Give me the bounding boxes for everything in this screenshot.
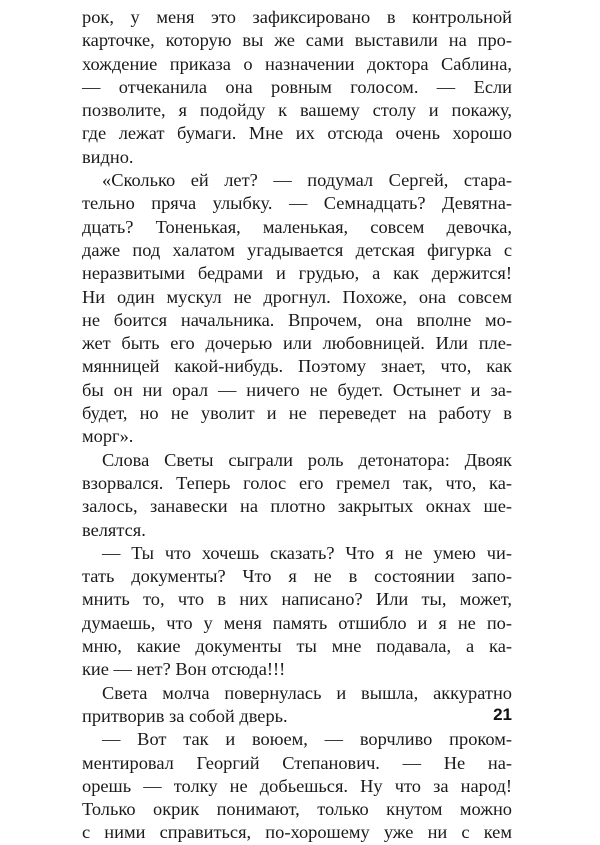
text-line: Только окрик понимают, только кнутом можно xyxy=(82,799,512,820)
text-line: тать документы? Что я не в состоянии запо- xyxy=(82,566,512,587)
text-line: думаешь, что у меня память отшибло и я не по- xyxy=(82,612,512,633)
text-line: жет быть его дочерью или любовницей. Или пле- xyxy=(82,333,512,354)
text-line: бы он ни орал — ничего не будет. Остынет и за- xyxy=(82,379,512,400)
text-line: Слова Светы сыграли роль детонатора: Двояк xyxy=(102,449,512,470)
text-line: — Ты что хочешь сказать? Что я не умею чи- xyxy=(102,542,512,563)
text-line: тельно пряча улыбку. — Семнадцать? Девятна- xyxy=(82,193,512,214)
text-line: мню, какие документы ты мне подавала, а ка- xyxy=(82,636,512,657)
text-line: даже под халатом угадывается детская фигурка с xyxy=(82,239,512,260)
text-line: неразвитыми бедрами и грудью, а как держится! xyxy=(82,263,512,284)
page-number: 21 xyxy=(493,705,512,724)
text-line: рок, у меня это зафиксировано в контрольной xyxy=(82,7,512,27)
text-line: притворив за собой дверь. xyxy=(82,705,288,726)
body-text xyxy=(82,6,512,845)
text-line: видно. xyxy=(82,146,134,167)
text-line: с ними справиться, по-хорошему уже ни с кем xyxy=(82,822,512,843)
text-line: морг». xyxy=(82,426,134,447)
text-line: ментировал Георгий Степанович. — Не на- xyxy=(82,752,512,773)
text-line: где лежат бумаги. Мне их отсюда очень хорошо xyxy=(82,123,512,144)
text-line: карточке, которую вы же сами выставили на про- xyxy=(82,30,512,51)
text-line: орешь — толку не добьешься. Ну что за народ! xyxy=(82,775,512,796)
text-line: дцать? Тоненькая, маленькая, совсем девочка, xyxy=(82,216,512,237)
text-line: позволите, я подойду к вашему столу и покажу, xyxy=(82,100,512,121)
text-line: залось, занавески на плотно закрытых окнах ше- xyxy=(82,496,512,517)
text-line: будет, но не уволит и не переведет на работу в xyxy=(82,403,512,424)
text-line: не боится начальника. Впрочем, она вполне мо- xyxy=(82,309,512,330)
text-line: кие — нет? Вон отсюда!!! xyxy=(82,659,286,680)
text-line: «Сколько ей лет? — подумал Сергей, стара- xyxy=(102,170,512,191)
text-line: хождение приказа о назначении доктора Саблина, xyxy=(82,53,512,74)
text-line: — Вот так и воюем, — ворчливо проком- xyxy=(102,729,512,750)
text-line: мнить то, что в них написано? Или ты, может, xyxy=(82,589,512,610)
text-line: Ни один мускул не дрогнул. Похоже, она совсем xyxy=(82,286,512,307)
text-line: взорвался. Теперь голос его гремел так, что, ка- xyxy=(82,472,512,493)
text-line: велятся. xyxy=(82,519,146,540)
text-line: мянницей какой-нибудь. Поэтому знает, что, как xyxy=(82,356,512,377)
text-line: — отчеканила она ровным голосом. — Если xyxy=(82,76,512,97)
text-line: Света молча повернулась и вышла, аккуратно xyxy=(102,682,512,703)
